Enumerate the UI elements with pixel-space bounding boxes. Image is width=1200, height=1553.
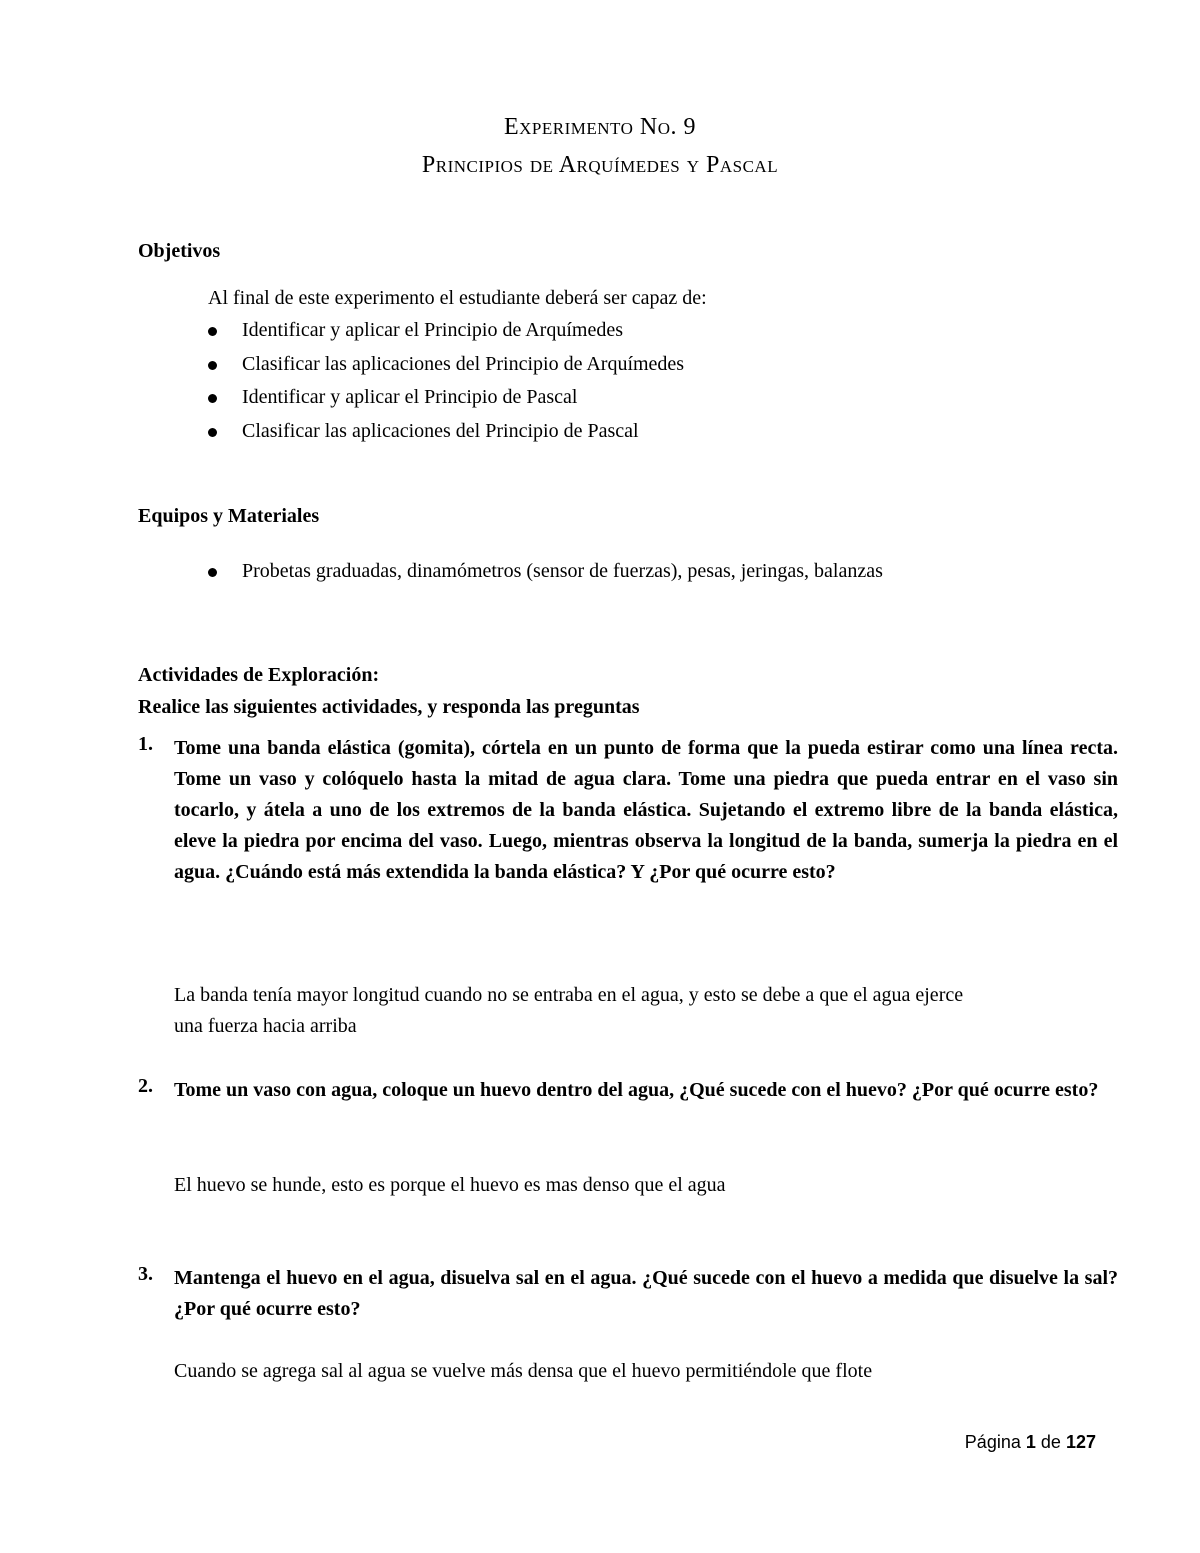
actividades-heading: Actividades de Exploración:: [138, 664, 380, 686]
question-3: [138, 1263, 1118, 1327]
objetivos-list: [208, 314, 684, 448]
bullet-icon: [208, 428, 217, 437]
equipos-heading: Equipos y Materiales: [138, 505, 320, 527]
question-2: [138, 1075, 1118, 1139]
actividades-subheading: Realice las siguientes actividades, y responda las preguntas: [138, 696, 640, 718]
list-item: Identificar y aplicar el Principio de Arquímedes: [208, 314, 684, 348]
bullet-icon: [208, 394, 217, 403]
answer-1-line1: La banda tenía mayor longitud cuando no se entraba en el agua, y esto se debe a que el agua ejerce: [174, 984, 964, 1006]
footer-page-number: 1: [1025, 1432, 1036, 1452]
answer-2: El huevo se hunde, esto es porque el huevo es mas denso que el agua: [174, 1174, 726, 1196]
question-text: Tome un vaso con agua, coloque un huevo dentro del agua, ¿Qué sucede con el huevo? ¿Por qué ocurre esto?: [174, 1079, 1099, 1101]
answer-3: Cuando se agrega sal al agua se vuelve más densa que el huevo permitiéndole que flote: [174, 1360, 873, 1382]
page-footer: [965, 1432, 1096, 1453]
question-number: 2.: [138, 1075, 153, 1097]
footer-separator: de: [1040, 1432, 1061, 1452]
list-item: Identificar y aplicar el Principio de Pascal: [208, 381, 684, 415]
list-item: Probetas graduadas, dinamómetros (sensor de fuerzas), pesas, jeringas, balanzas: [208, 555, 883, 589]
footer-page-total: 127: [1065, 1432, 1096, 1452]
question-number: 3.: [138, 1263, 153, 1285]
bullet-icon: [208, 361, 217, 370]
document-title: Experimento No. 9: [503, 114, 696, 140]
bullet-icon: [208, 327, 217, 336]
answer-1-line2: una fuerza hacia arriba: [174, 1015, 357, 1037]
question-number: 1.: [138, 733, 153, 755]
bullet-icon: [208, 568, 217, 577]
objetivos-intro: Al final de este experimento el estudiante deberá ser capaz de:: [208, 287, 707, 309]
objetivos-heading: Objetivos: [138, 240, 221, 262]
list-item: Clasificar las aplicaciones del Principio de Arquímedes: [208, 348, 684, 382]
question-1: [138, 733, 1118, 923]
document-subtitle: Principios de Arquímedes y Pascal: [421, 152, 779, 178]
question-text: Mantenga el huevo en el agua, disuelva sal en el agua. ¿Qué sucede con el huevo a medida que disuelve la sal? ¿Por qué ocurre esto?: [174, 1267, 1118, 1320]
footer-prefix: Página: [964, 1432, 1021, 1452]
list-item: Clasificar las aplicaciones del Principio de Pascal: [208, 415, 684, 449]
question-text: Tome una banda elástica (gomita), córtela en un punto de forma que la pueda estirar como una línea recta. Tome un vaso y colóquelo hasta la mitad de agua clara. Tome una piedra que pueda entrar en el vaso sin tocarlo, y átela a uno de los extremos de la banda elástica. Sujetando el extremo libre de la banda elástica, eleve la piedra por encima del vaso. Luego, mientras observa la longitud de la banda, sumerja la piedra en el agua. ¿Cuándo está más extendida la banda elástica? Y ¿Por qué ocurre esto?: [174, 737, 1118, 883]
equipos-list: [208, 555, 883, 589]
